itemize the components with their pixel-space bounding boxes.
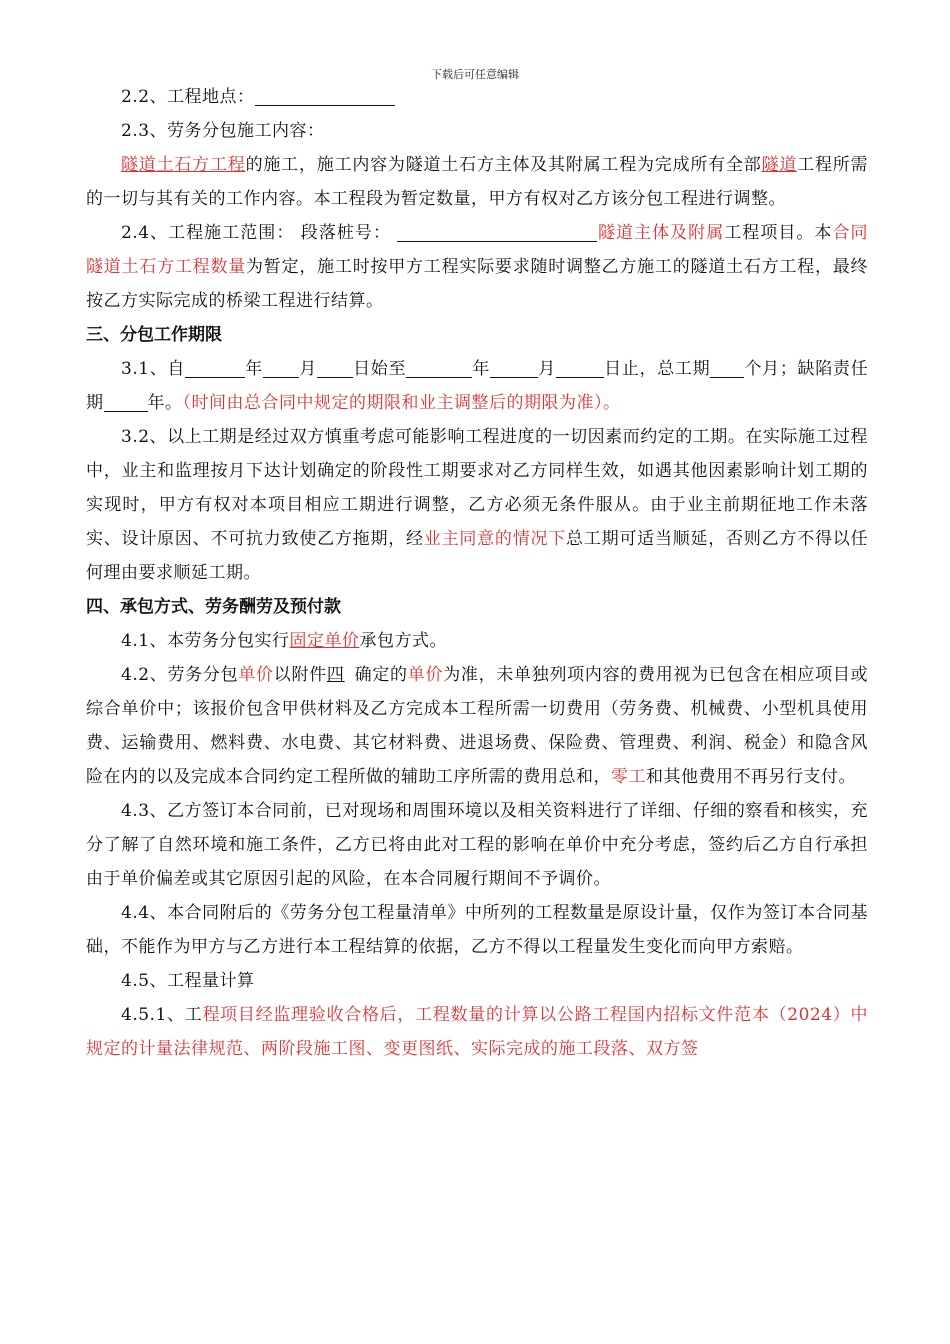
text: 日始至 bbox=[352, 359, 407, 379]
text: 为暂定，施工时按甲方工程实际要求随时调整乙方施工的隧道土石方工程，最终按乙方实际完成的桥梁工程进行结算。 bbox=[86, 257, 869, 311]
text: 为准，未单独列项内容的费用视为已包含在相应项目或综合单价中；该报价包含甲供材料及乙方完成本工程所需一切费用（劳务费、机械费、小型机具使用费、运输费用、燃料费、水电费、其它材料费、进退场费、保险费、管理费、利润、税金）和隐含风险在内的以及完成本合同约定工程所做的辅助工序所需的费用总和， bbox=[86, 665, 869, 787]
blank bbox=[710, 357, 744, 378]
highlight-contract-quantity: 合同隧道土石方工程数量 bbox=[86, 223, 869, 277]
highlight-tunnel: 隧道 bbox=[761, 155, 798, 175]
text: 4.5.1、工 bbox=[121, 1005, 203, 1025]
text: 月 bbox=[538, 359, 556, 379]
clause-3-2 bbox=[86, 420, 868, 590]
clause-2-3-label: 2.3、劳务分包施工内容： bbox=[121, 121, 325, 141]
text: 承包方式。 bbox=[359, 631, 448, 651]
section-4-heading: 四、承包方式、劳务酬劳及预付款 bbox=[86, 597, 341, 617]
highlight-owner-consent: 业主同意的情况下 bbox=[423, 529, 567, 549]
highlight-tunnel-earthwork: 隧道土石方工程 bbox=[121, 155, 246, 175]
blank bbox=[104, 391, 148, 412]
section-3-heading: 三、分包工作期限 bbox=[86, 325, 222, 345]
blank bbox=[263, 357, 299, 378]
document-body bbox=[86, 80, 868, 1066]
clause-4-4: 4.4、本合同附后的《劳务分包工程量清单》中所列的工程数量是原设计量，仅作为签订本合同基础，不能作为甲方与乙方进行本工程结算的依据，乙方不得以工程量发生变化而向甲方索赔。 bbox=[86, 903, 868, 957]
text: 3.2、以上工期是经过双方慎重考虑可能影响工程进度的一切因素而约定的工期。在实际施工过程中，业主和监理按月下达计划确定的阶段性工期要求对乙方同样生效，如遇其他因素影响计划工期的实现时，甲方有权对本项目相应工期进行调整，乙方必须无条件服从。由于业主前期征地工作未落实、设计原因、不可抗力致使乙方拖期，经 bbox=[86, 427, 868, 549]
highlight-odd-jobs: 零工 bbox=[611, 767, 646, 787]
highlight-unit-price: 单价 bbox=[238, 665, 274, 685]
text: 个月； bbox=[744, 359, 798, 379]
highlight-fixed-price: 固定单价 bbox=[289, 631, 360, 651]
text: 工程所需的一切与其有关的工作内容。本工程段为暂定数量，甲方有权对乙方该分包工程进行调整。 bbox=[86, 155, 869, 209]
text: 总工期可适当顺延，否则乙方不得以任何理由要求顺延工期。 bbox=[86, 529, 869, 583]
text: 的施工，施工内容为隧道土石方主体及其附属工程为完成所有全部 bbox=[245, 155, 762, 175]
text: 年 bbox=[245, 359, 263, 379]
clause-3-1 bbox=[86, 352, 868, 420]
text: 日止，总工期 bbox=[603, 359, 711, 379]
text: 4.2、劳务分包 bbox=[121, 665, 239, 685]
clause-2-2-label: 2.2、工程地点： bbox=[121, 87, 255, 107]
clause-4-2 bbox=[86, 658, 868, 794]
text: 工程项目。本 bbox=[724, 223, 833, 243]
blank bbox=[185, 357, 245, 378]
clause-2-4 bbox=[86, 216, 868, 318]
location-blank bbox=[255, 85, 395, 106]
page-header: 下载后可任意编辑 bbox=[431, 68, 519, 81]
blank bbox=[406, 357, 472, 378]
text: 4.1、本劳务分包实行 bbox=[121, 631, 290, 651]
highlight-unit-price: 单价 bbox=[407, 665, 444, 685]
blank bbox=[556, 357, 604, 378]
highlight-period-note: （时间由总合同中规定的期限和业主调整后的期限为准）。 bbox=[182, 393, 621, 413]
highlight-tunnel-main: 隧道主体及附属 bbox=[597, 223, 725, 243]
text: 确定的 bbox=[354, 665, 408, 685]
clause-2-2 bbox=[86, 80, 868, 114]
blank bbox=[317, 357, 353, 378]
clause-2-3-body bbox=[86, 148, 868, 216]
text: 年 bbox=[472, 359, 491, 379]
clause-4-3: 4.3、乙方签订本合同前，已对现场和周围环境以及相关资料进行了详细、仔细的察看和核实，充分了解了自然环境和施工条件，乙方已将由此对工程的影响在单价中充分考虑，签约后乙方自行承担由于单价偏差或其它原因引起的风险，在本合同履行期间不予调价。 bbox=[86, 801, 868, 889]
text: 月 bbox=[299, 359, 317, 379]
text: 和其他费用不再另行支付。 bbox=[646, 767, 856, 787]
attachment-number: 四 bbox=[326, 665, 345, 685]
clause-2-3 bbox=[86, 114, 868, 148]
clause-4-1 bbox=[86, 624, 868, 658]
text: 3.1、自 bbox=[121, 359, 186, 379]
text: 缺陷责任期 bbox=[86, 359, 869, 413]
text: 2.4、工程施工范围： 段落桩号： bbox=[121, 223, 391, 243]
blank bbox=[490, 357, 538, 378]
clause-4-5: 4.5、工程量计算 bbox=[121, 971, 255, 991]
text: 以附件 bbox=[273, 665, 327, 685]
station-blank bbox=[397, 221, 597, 242]
clause-4-5-1 bbox=[86, 998, 868, 1066]
text: 年。 bbox=[147, 393, 183, 413]
highlight-measurement: 程项目经监理验收合格后，工程数量的计算以公路工程国内招标文件范本（2024）中规定的计量法律规范、两阶段施工图、变更图纸、实际完成的施工段落、双方签 bbox=[86, 1005, 868, 1059]
